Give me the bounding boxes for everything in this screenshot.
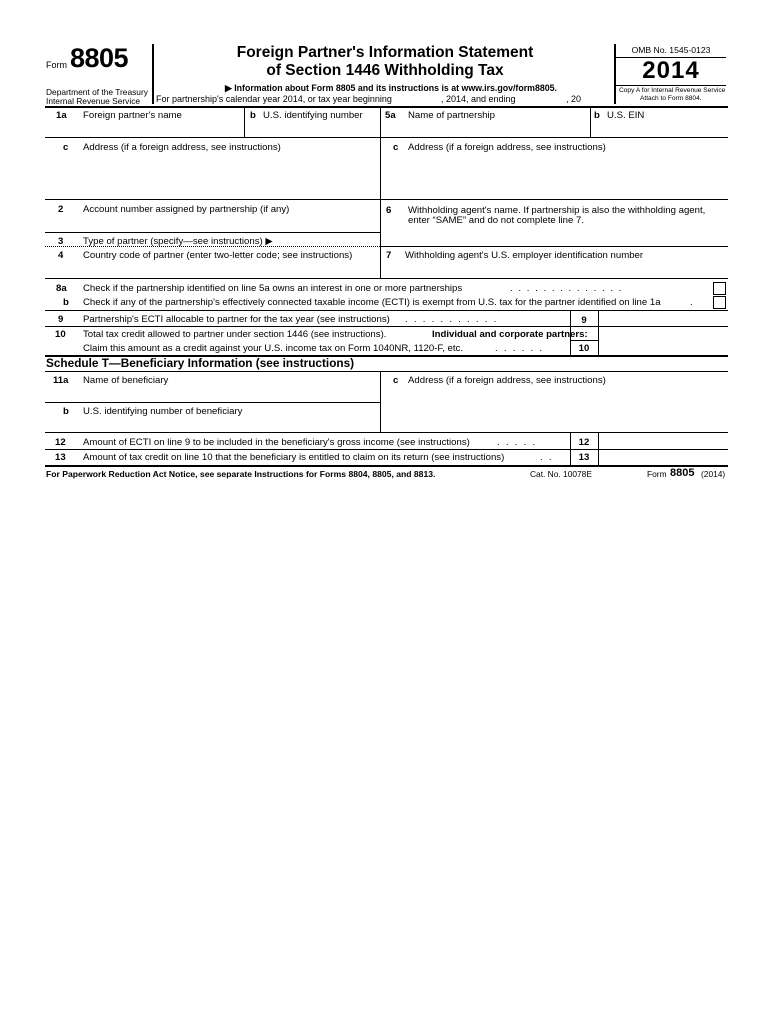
line-11b-label: U.S. identifying number of beneficiary: [83, 406, 243, 417]
withholding-agent-name-field[interactable]: [405, 227, 725, 239]
rule-after-line8: [45, 310, 728, 311]
tax-year-badge: 2014: [642, 57, 700, 84]
line-8a-leader: ..............: [510, 283, 628, 294]
line-10-box-top: [570, 340, 598, 341]
footer-form-number: 8805: [670, 467, 695, 479]
line-4-label: Country code of partner (enter two-letter code; see instructions): [83, 250, 353, 261]
line-13-amount-field[interactable]: [600, 450, 726, 464]
beneficiary-address-field[interactable]: [405, 388, 725, 430]
line-13-number: 13: [55, 452, 66, 463]
header-bottom-rule: [45, 106, 728, 108]
center-divider-top: [380, 107, 381, 254]
tax-year-end-label: , 20: [566, 94, 582, 104]
partnership-ein-field[interactable]: [594, 122, 726, 136]
schedule-t-title: Schedule T—Beneficiary Information (see instructions): [46, 356, 355, 370]
beneficiary-name-field[interactable]: [80, 387, 376, 401]
line-8a-number: 8a: [56, 283, 67, 294]
line-11a-number: 11a: [53, 375, 69, 386]
line-9-box-label: 9: [581, 315, 587, 326]
line-11b-number: b: [63, 406, 69, 417]
form-word: Form: [46, 60, 67, 70]
omb-number: OMB No. 1545-0123: [631, 45, 711, 55]
year-rule: [616, 85, 726, 86]
irs-label: Internal Revenue Service: [46, 96, 141, 106]
rule-after-line2: [45, 232, 380, 233]
line-8b-leader: .: [690, 297, 693, 308]
partner-us-id-field[interactable]: [248, 122, 378, 136]
line-6-label-2: enter “SAME” and do not complete line 7.: [408, 215, 584, 226]
line-13-box-label: 13: [578, 452, 590, 463]
paperwork-notice: For Paperwork Reduction Act Notice, see separate Instructions for Forms 8804, 8805, and 8813.: [46, 469, 436, 479]
rule-after-line1: [45, 137, 728, 138]
line-8b-number: b: [63, 297, 69, 308]
copy-a-label: Copy A for Internal Revenue Service: [619, 87, 726, 94]
partner-type-field[interactable]: [290, 235, 376, 246]
line-9-leader: ...........: [405, 314, 503, 325]
rule-after-line9: [45, 326, 728, 327]
withholding-agent-ein-field[interactable]: [405, 262, 725, 274]
partnership-name-field[interactable]: [405, 122, 585, 136]
line-8b-checkbox[interactable]: [713, 296, 726, 309]
line-6-label-1: Withholding agent's name. If partnership is also the withholding agent,: [408, 205, 706, 216]
line-9-amount-field[interactable]: [600, 312, 726, 325]
line-10-box-label: 10: [578, 343, 590, 354]
line-12-number: 12: [55, 437, 66, 448]
schedule-t-center-divider: [380, 371, 381, 432]
footer-form-year: (2014): [701, 469, 726, 479]
form-number: 8805: [70, 43, 129, 73]
info-url-line: ▶ Information about Form 8805 and its instructions is at www.irs.gov/form8805.: [225, 83, 557, 93]
line-1c-label: Address (if a foreign address, see instructions): [83, 142, 281, 153]
line-11c-number: c: [393, 375, 399, 386]
line-13-label: Amount of tax credit on line 10 that the beneficiary is entitled to claim on its return (see instructions): [83, 452, 505, 463]
line-2-number: 2: [58, 204, 64, 215]
line-9-number: 9: [58, 314, 64, 325]
line-5b-label: U.S. EIN: [607, 110, 645, 121]
col-divider-5b: [590, 107, 591, 137]
partner-address-field[interactable]: [80, 155, 376, 197]
tax-year-mid-label: , 2014, and ending: [441, 94, 516, 104]
attach-label: Attach to Form 8804.: [640, 95, 702, 102]
line-7-label: Withholding agent's U.S. employer identification number: [405, 250, 644, 261]
form-title-line2: of Section 1446 Withholding Tax: [266, 62, 504, 79]
line-11c-label: Address (if a foreign address, see instructions): [408, 375, 606, 386]
line-3-label: Type of partner (specify—see instructions) ▶: [83, 236, 273, 247]
line-10-label-b: Individual and corporate partners:: [432, 329, 588, 340]
line-5a-label: Name of partnership: [408, 110, 495, 121]
amount-col-right: [598, 310, 599, 355]
line-1c-number: c: [63, 142, 69, 153]
country-code-field[interactable]: [80, 262, 376, 274]
center-divider-line7: [380, 246, 381, 278]
line-3-number: 3: [58, 236, 64, 247]
beneficiary-us-id-field[interactable]: [80, 418, 376, 430]
line-6-number: 6: [386, 205, 392, 216]
line-5a-number: 5a: [385, 110, 396, 121]
rule-after-line3: [45, 246, 380, 247]
tax-year-end-field[interactable]: [517, 94, 565, 104]
line-5c-number: c: [393, 142, 399, 153]
footer-form-word: Form: [647, 469, 667, 479]
form-title-line1: Foreign Partner's Information Statement: [236, 44, 534, 61]
catalog-number: Cat. No. 10078E: [530, 469, 592, 479]
line-12-box-label: 12: [578, 437, 590, 448]
line-10-amount-field[interactable]: [600, 340, 726, 354]
rule-after-line11: [45, 432, 728, 433]
partnership-address-field[interactable]: [405, 155, 725, 197]
tax-year-begin-field[interactable]: [368, 94, 438, 104]
line-13-leader: ..: [540, 452, 558, 463]
line-10-label-2: Claim this amount as a credit against your U.S. income tax on Form 1040NR, 1120-F, etc.: [83, 343, 464, 354]
line-12-amount-field[interactable]: [600, 434, 726, 448]
footer-rule: [45, 465, 728, 467]
col-divider-1b: [244, 107, 245, 137]
tax-year-end-yy-field[interactable]: [580, 94, 610, 104]
account-number-field[interactable]: [80, 216, 376, 230]
line-12-label: Amount of ECTI on line 9 to be included in the beneficiary's gross income (see instructions): [83, 437, 470, 448]
line-7-number: 7: [386, 250, 392, 261]
tax-year-label: For partnership's calendar year 2014, or tax year beginning: [156, 94, 392, 104]
line-8a-checkbox[interactable]: [713, 282, 726, 295]
rule-before-line7: [380, 246, 728, 247]
line-10-label-a: Total tax credit allowed to partner under section 1446 (see instructions).: [83, 329, 387, 340]
line-12-leader: .....: [497, 437, 542, 448]
line-8b-label: Check if any of the partnership's effectively connected taxable income (ECTI) is exempt from U.S. tax for the partner identified on line 1a: [83, 297, 661, 308]
line-1b-number: b: [250, 110, 256, 121]
line-9-label: Partnership's ECTI allocable to partner for the tax year (see instructions): [83, 314, 390, 325]
dept-treasury: Department of the Treasury: [46, 87, 148, 97]
rule-after-line11a: [45, 402, 380, 403]
schedule-t-title-rule: [45, 371, 728, 372]
rule-after-line4: [45, 278, 728, 279]
line-4-number: 4: [58, 250, 64, 261]
line-5b-number: b: [594, 110, 600, 121]
line-11a-label: Name of beneficiary: [83, 375, 169, 386]
line-2-label: Account number assigned by partnership (if any): [83, 204, 290, 215]
line-1a-label: Foreign partner's name: [83, 110, 182, 121]
partner-name-field[interactable]: [80, 122, 242, 136]
line-1a-number: 1a: [56, 110, 67, 121]
line-8a-label: Check if the partnership identified on line 5a owns an interest in one or more partnerships: [83, 283, 463, 294]
line-10-leader: ......: [495, 343, 549, 354]
line-10-number: 10: [55, 329, 66, 340]
rule-after-address: [45, 199, 728, 200]
line-5c-label: Address (if a foreign address, see instructions): [408, 142, 606, 153]
line-1b-label: U.S. identifying number: [263, 110, 363, 121]
header-divider-left: [152, 44, 154, 104]
